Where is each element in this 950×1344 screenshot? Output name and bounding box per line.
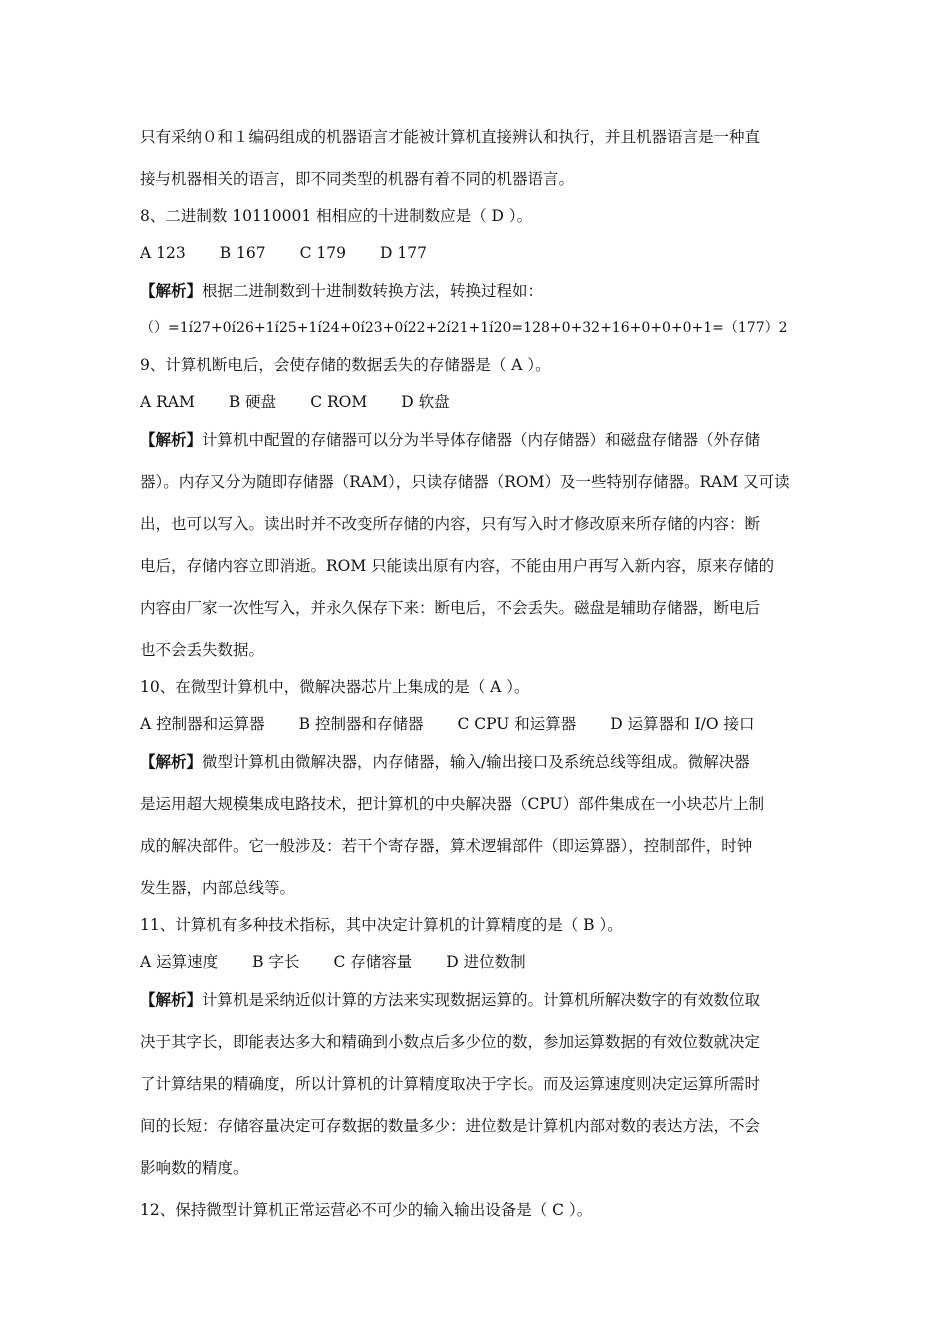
analysis-9-line-6: 也不会丢失数据。 [140, 641, 265, 659]
analysis-text: 微型计算机由微解决器，内存储器，输入/输出接口及系统总线等组成。微解决器 [202, 753, 750, 771]
option-b: B 控制器和存储器 [298, 715, 424, 733]
question-9: 9、计算机断电后，会使存储的数据丢失的存储器是（ A ）。 [140, 356, 551, 374]
option-c: C 179 [299, 244, 346, 262]
analysis-text: 计算机是采纳近似计算的方法来实现数据运算的。计算机所解决数字的有效数位取 [202, 991, 761, 1009]
option-d: D 177 [380, 244, 427, 262]
option-a: A 123 [140, 244, 186, 262]
option-a: A RAM [140, 393, 195, 411]
analysis-label: 【解析】 [140, 430, 203, 449]
question-8: 8、二进制数 10110001 相相应的十进制数应是（ D ）。 [140, 207, 533, 225]
analysis-10-line-3: 成的解决部件。它一般涉及：若干个寄存器，算术逻辑部件（即运算器），控制部件，时钟 [140, 837, 753, 855]
option-d: D 软盘 [401, 393, 450, 411]
analysis-10-line-2: 是运用超大规模集成电路技术，把计算机的中央解决器（CPU）部件集成在一小块芯片上制 [140, 795, 765, 813]
option-c: C CPU 和运算器 [457, 715, 577, 733]
intro-line-2: 接与机器相关的语言，即不同类型的机器有着不同的机器语言。 [140, 170, 575, 188]
analysis-9-line-5: 内容由厂家一次性写入，并永久保存下来：断电后，不会丢失。磁盘是辅助存储器，断电后 [140, 599, 761, 617]
question-9-options [140, 393, 812, 412]
analysis-9-line-3: 出，也可以写入。读出时并不改变所存储的内容，只有写入时才修改原来所存储的内容：断 [140, 515, 761, 533]
option-a: A 控制器和运算器 [140, 715, 265, 733]
intro-line-1: 只有采纳０和１编码组成的机器语言才能被计算机直接辨认和执行，并且机器语言是一种直 [140, 128, 761, 146]
analysis-8-line-1 [140, 281, 812, 301]
option-d: D 进位数制 [446, 953, 526, 971]
formula-8: （）=1í27+0í26+1í25+1í24+0í23+0í22+2í21+1í20=128+0+32+16+0+0+0+1=（177）2 [140, 320, 788, 336]
question-12: 12、保持微型计算机正常运营必不可少的输入输出设备是（ C ）。 [140, 1201, 593, 1219]
analysis-9-line-2: 器）。内存又分为随即存储器（RAM），只读存储器（ROM）及一些特别存储器。RAM 又可读 [140, 473, 790, 491]
analysis-text: 计算机中配置的存储器可以分为半导体存储器（内存储器）和磁盘存储器（外存储 [202, 431, 761, 449]
analysis-10-line-1 [140, 752, 812, 772]
analysis-label: 【解析】 [140, 990, 203, 1009]
question-10: 10、在微型计算机中，微解决器芯片上集成的是（ A ）。 [140, 678, 530, 696]
option-c: C 存储容量 [333, 953, 413, 971]
analysis-11-line-2: 决于其字长，即能表达多大和精确到小数点后多少位的数，参加运算数据的有效位数就决定 [140, 1033, 761, 1051]
option-b: B 硬盘 [228, 393, 277, 411]
analysis-label: 【解析】 [140, 281, 203, 300]
document-page [140, 120, 812, 1238]
analysis-9-line-1 [140, 430, 812, 450]
analysis-text: 根据二进制数到十进制数转换方法，转换过程如： [202, 282, 544, 300]
analysis-label: 【解析】 [140, 752, 203, 771]
option-b: B 167 [219, 244, 266, 262]
question-11-options [140, 953, 812, 972]
option-d: D 运算器和 I/O 接口 [610, 715, 755, 733]
option-c: C ROM [310, 393, 368, 411]
question-10-options [140, 715, 812, 734]
analysis-11-line-5: 影响数的精度。 [140, 1159, 249, 1177]
analysis-9-line-4: 电后，存储内容立即消逝。ROM 只能读出原有内容，不能由用户再写入新内容，原来存储的 [140, 557, 775, 575]
question-8-options [140, 244, 812, 263]
analysis-11-line-4: 间的长短：存储容量决定可存数据的数量多少：进位数是计算机内部对数的表达方法，不会 [140, 1117, 761, 1135]
option-a: A 运算速度 [140, 953, 219, 971]
option-b: B 字长 [252, 953, 300, 971]
analysis-11-line-1 [140, 990, 812, 1010]
analysis-10-line-4: 发生器，内部总线等。 [140, 879, 296, 897]
analysis-11-line-3: 了计算结果的精确度，所以计算机的计算精度取决于字长。而及运算速度则决定运算所需时 [140, 1075, 761, 1093]
question-11: 11、计算机有多种技术指标，其中决定计算机的计算精度的是（ B ）。 [140, 916, 623, 934]
